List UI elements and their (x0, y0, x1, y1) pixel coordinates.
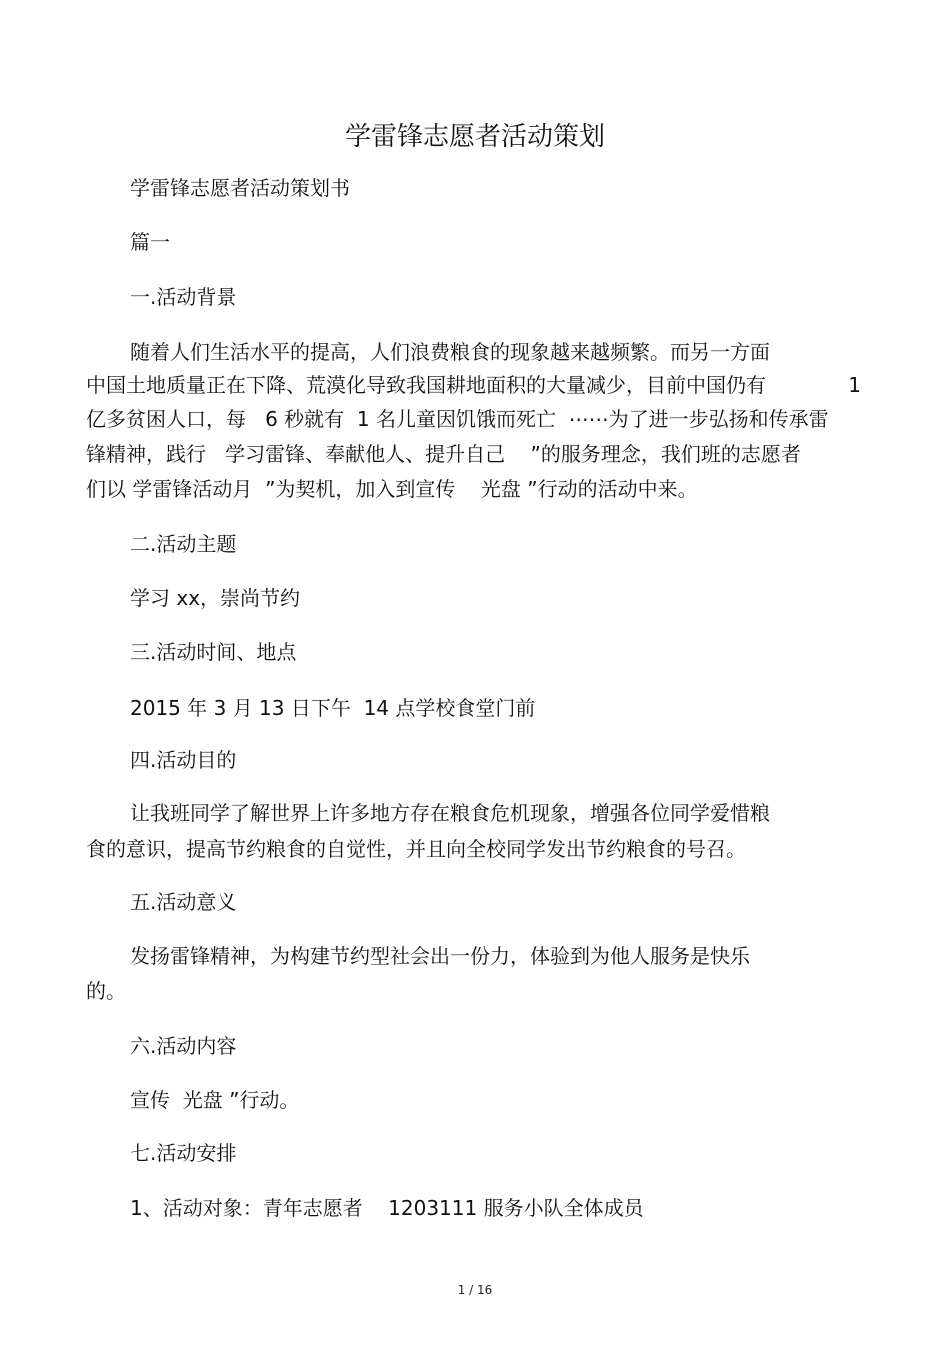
section-heading-4: 四.活动目的 (130, 748, 237, 772)
paragraph-line: 亿多贫困人口，每 6 秒就有 1 名儿童因饥饿而死亡 ⋯⋯为了进一步弘扬和传承雷 (86, 407, 829, 431)
section-heading-1: 一.活动背景 (130, 285, 237, 309)
arrangement-item: 1、活动对象：青年志愿者 1203111 服务小队全体成员 (130, 1196, 644, 1220)
section-heading-7: 七.活动安排 (130, 1141, 237, 1165)
document-subtitle: 学雷锋志愿者活动策划书 (130, 176, 350, 200)
paragraph-line: 发扬雷锋精神，为构建节约型社会出一份力，体验到为他人服务是快乐 (130, 944, 750, 968)
theme-text: 学习 xx，崇尚节约 (130, 586, 301, 610)
paragraph-line: 的。 (86, 979, 126, 1003)
section-heading-2: 二.活动主题 (130, 532, 237, 556)
paragraph-line: 们以 学雷锋活动月 ”为契机，加入到宣传 光盘 ”行动的活动中来。 (86, 477, 698, 501)
section-heading-6: 六.活动内容 (130, 1034, 237, 1058)
paragraph-line: 让我班同学了解世界上许多地方存在粮食危机现象，增强各位同学爱惜粮 (130, 801, 770, 825)
paragraph-line: 锋精神，践行 学习雷锋、奉献他人、提升自己 ”的服务理念，我们班的志愿者 (86, 442, 801, 466)
section-heading-3: 三.活动时间、地点 (130, 640, 297, 664)
part-heading: 篇一 (130, 230, 170, 254)
section-heading-5: 五.活动意义 (130, 890, 237, 914)
paragraph-text: 1 (848, 373, 861, 397)
paragraph-line (86, 370, 861, 400)
document-title: 学雷锋志愿者活动策划 (344, 122, 605, 152)
paragraph-line: 食的意识，提高节约粮食的自觉性，并且向全校同学发出节约粮食的号召。 (86, 837, 746, 861)
page-number: 1 / 16 (457, 1283, 493, 1297)
paragraph-line: 随着人们生活水平的提高，人们浪费粮食的现象越来越频繁。而另一方面 (130, 340, 770, 364)
content-text: 宣传 光盘 ”行动。 (130, 1088, 300, 1112)
paragraph-text: 中国土地质量正在下降、荒漠化导致我国耕地面积的大量减少，目前中国仍有 (86, 373, 766, 397)
time-location-text: 2015 年 3 月 13 日下午 14 点学校食堂门前 (130, 696, 536, 720)
